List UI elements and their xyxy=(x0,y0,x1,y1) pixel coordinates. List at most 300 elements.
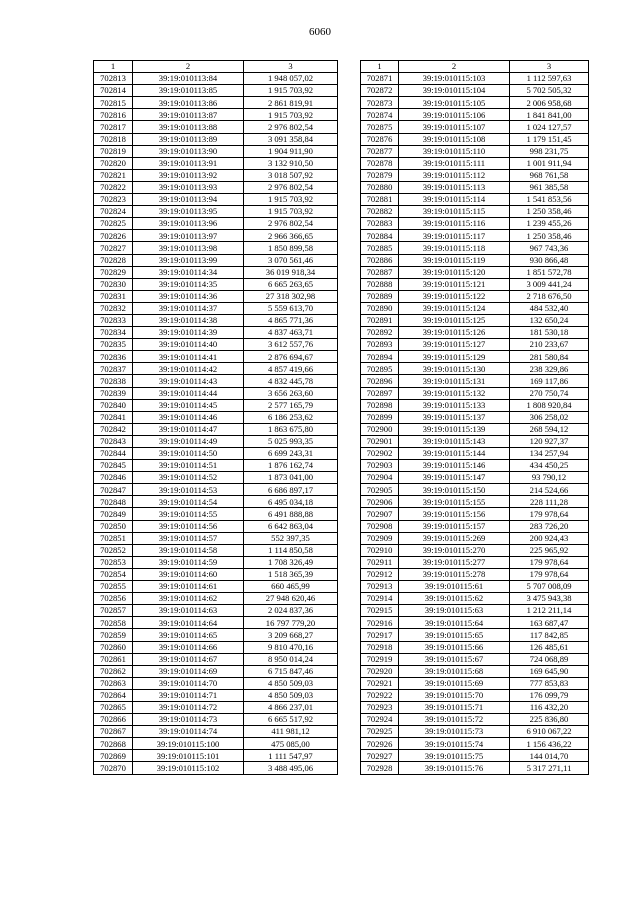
cadastral-value: 1 114 850,58 xyxy=(244,544,338,556)
cadastral-value: 181 530,18 xyxy=(510,327,589,339)
table-row xyxy=(361,290,589,302)
table-row xyxy=(94,109,338,121)
table-row xyxy=(94,496,338,508)
cadastral-number: 39:19:010115:116 xyxy=(399,218,510,230)
cadastral-number: 39:19:010115:146 xyxy=(399,460,510,472)
header-col-2: 2 xyxy=(399,61,510,73)
cadastral-value: 475 085,00 xyxy=(244,738,338,750)
header-col-1: 1 xyxy=(361,61,399,73)
cadastral-number: 39:19:010115:113 xyxy=(399,181,510,193)
cadastral-number: 39:19:010115:121 xyxy=(399,278,510,290)
table-row xyxy=(361,363,589,375)
table-row xyxy=(361,714,589,726)
cadastral-value: 1 112 597,63 xyxy=(510,73,589,85)
table-row xyxy=(361,435,589,447)
cadastral-value: 3 132 910,50 xyxy=(244,157,338,169)
row-number: 702901 xyxy=(361,435,399,447)
table-row xyxy=(361,762,589,774)
table-row xyxy=(361,750,589,762)
cadastral-value: 1 111 547,97 xyxy=(244,750,338,762)
cadastral-value: 6 699 243,31 xyxy=(244,448,338,460)
cadastral-value: 1 915 703,92 xyxy=(244,85,338,97)
row-number: 702814 xyxy=(94,85,133,97)
row-number: 702905 xyxy=(361,484,399,496)
cadastral-number: 39:19:010115:270 xyxy=(399,544,510,556)
row-number: 702875 xyxy=(361,121,399,133)
cadastral-number: 39:19:010113:99 xyxy=(133,254,244,266)
row-number: 702835 xyxy=(94,339,133,351)
row-number: 702857 xyxy=(94,605,133,617)
cadastral-value: 1 708 326,49 xyxy=(244,556,338,568)
table-row xyxy=(94,133,338,145)
cadastral-value: 5 707 008,09 xyxy=(510,581,589,593)
cadastral-value: 5 317 271,11 xyxy=(510,762,589,774)
cadastral-number: 39:19:010115:130 xyxy=(399,363,510,375)
row-number: 702907 xyxy=(361,508,399,520)
table-row xyxy=(361,133,589,145)
table-row xyxy=(361,121,589,133)
table-row xyxy=(361,593,589,605)
table-row xyxy=(361,218,589,230)
cadastral-value: 1 250 358,46 xyxy=(510,230,589,242)
table-row xyxy=(361,206,589,218)
cadastral-value: 3 656 263,60 xyxy=(244,387,338,399)
table-row xyxy=(94,617,338,629)
row-number: 702884 xyxy=(361,230,399,242)
row-number: 702885 xyxy=(361,242,399,254)
table-row xyxy=(361,85,589,97)
cadastral-value: 132 650,24 xyxy=(510,314,589,326)
row-number: 702869 xyxy=(94,750,133,762)
cadastral-number: 39:19:010113:90 xyxy=(133,145,244,157)
table-row xyxy=(361,266,589,278)
cadastral-number: 39:19:010115:69 xyxy=(399,677,510,689)
table-row xyxy=(94,568,338,580)
cadastral-number: 39:19:010115:277 xyxy=(399,556,510,568)
table-row xyxy=(361,242,589,254)
cadastral-number: 39:19:010114:39 xyxy=(133,327,244,339)
row-number: 702825 xyxy=(94,218,133,230)
row-number: 702880 xyxy=(361,181,399,193)
cadastral-value: 777 853,83 xyxy=(510,677,589,689)
row-number: 702896 xyxy=(361,375,399,387)
row-number: 702839 xyxy=(94,387,133,399)
table-row xyxy=(361,302,589,314)
row-number: 702922 xyxy=(361,689,399,701)
cadastral-value: 724 068,89 xyxy=(510,653,589,665)
cadastral-value: 2 024 837,36 xyxy=(244,605,338,617)
row-number: 702868 xyxy=(94,738,133,750)
table-row xyxy=(94,556,338,568)
row-number: 702830 xyxy=(94,278,133,290)
cadastral-number: 39:19:010115:75 xyxy=(399,750,510,762)
cadastral-value: 4 865 771,36 xyxy=(244,314,338,326)
cadastral-number: 39:19:010115:71 xyxy=(399,701,510,713)
cadastral-value: 930 866,48 xyxy=(510,254,589,266)
table-row xyxy=(94,266,338,278)
cadastral-number: 39:19:010115:72 xyxy=(399,714,510,726)
table-row xyxy=(94,181,338,193)
cadastral-value: 968 761,58 xyxy=(510,169,589,181)
table-row xyxy=(361,496,589,508)
cadastral-value: 1 179 151,45 xyxy=(510,133,589,145)
cadastral-number: 39:19:010115:100 xyxy=(133,738,244,750)
cadastral-number: 39:19:010115:144 xyxy=(399,448,510,460)
cadastral-number: 39:19:010115:120 xyxy=(399,266,510,278)
row-number: 702827 xyxy=(94,242,133,254)
cadastral-number: 39:19:010115:114 xyxy=(399,194,510,206)
cadastral-number: 39:19:010114:38 xyxy=(133,314,244,326)
cadastral-number: 39:19:010115:122 xyxy=(399,290,510,302)
row-number: 702927 xyxy=(361,750,399,762)
cadastral-number: 39:19:010115:150 xyxy=(399,484,510,496)
cadastral-number: 39:19:010115:118 xyxy=(399,242,510,254)
cadastral-number: 39:19:010114:60 xyxy=(133,568,244,580)
cadastral-number: 39:19:010113:97 xyxy=(133,230,244,242)
cadastral-number: 39:19:010114:58 xyxy=(133,544,244,556)
cadastral-value: 1 541 853,56 xyxy=(510,194,589,206)
cadastral-value: 6 665 517,92 xyxy=(244,714,338,726)
cadastral-number: 39:19:010114:35 xyxy=(133,278,244,290)
row-number: 702826 xyxy=(94,230,133,242)
cadastral-value: 144 014,70 xyxy=(510,750,589,762)
cadastral-value: 116 432,20 xyxy=(510,701,589,713)
cadastral-value: 552 397,35 xyxy=(244,532,338,544)
row-number: 702926 xyxy=(361,738,399,750)
cadastral-number: 39:19:010115:124 xyxy=(399,302,510,314)
cadastral-number: 39:19:010113:87 xyxy=(133,109,244,121)
cadastral-number: 39:19:010114:59 xyxy=(133,556,244,568)
table-row xyxy=(94,145,338,157)
cadastral-value: 179 978,64 xyxy=(510,508,589,520)
row-number: 702844 xyxy=(94,448,133,460)
cadastral-number: 39:19:010115:105 xyxy=(399,97,510,109)
table-row xyxy=(94,532,338,544)
row-number: 702918 xyxy=(361,641,399,653)
row-number: 702824 xyxy=(94,206,133,218)
table-row xyxy=(94,448,338,460)
table-row xyxy=(94,206,338,218)
cadastral-number: 39:19:010115:119 xyxy=(399,254,510,266)
row-number: 702925 xyxy=(361,726,399,738)
table-row xyxy=(94,641,338,653)
table-row xyxy=(361,97,589,109)
cadastral-number: 39:19:010113:94 xyxy=(133,194,244,206)
cadastral-number: 39:19:010113:89 xyxy=(133,133,244,145)
cadastral-number: 39:19:010115:157 xyxy=(399,520,510,532)
cadastral-value: 1 851 572,78 xyxy=(510,266,589,278)
cadastral-value: 1 001 911,94 xyxy=(510,157,589,169)
cadastral-number: 39:19:010114:50 xyxy=(133,448,244,460)
cadastral-number: 39:19:010115:68 xyxy=(399,665,510,677)
cadastral-value: 2 577 165,79 xyxy=(244,399,338,411)
table-row xyxy=(94,230,338,242)
table-row xyxy=(94,484,338,496)
cadastral-number: 39:19:010115:147 xyxy=(399,472,510,484)
row-number: 702863 xyxy=(94,677,133,689)
cadastral-value: 5 702 505,32 xyxy=(510,85,589,97)
cadastral-number: 39:19:010115:111 xyxy=(399,157,510,169)
table-row xyxy=(361,339,589,351)
cadastral-value: 6 495 034,18 xyxy=(244,496,338,508)
row-number: 702904 xyxy=(361,472,399,484)
row-number: 702876 xyxy=(361,133,399,145)
page-number: 6060 xyxy=(309,26,331,38)
row-number: 702832 xyxy=(94,302,133,314)
cadastral-number: 39:19:010115:112 xyxy=(399,169,510,181)
cadastral-number: 39:19:010113:91 xyxy=(133,157,244,169)
cadastral-number: 39:19:010113:88 xyxy=(133,121,244,133)
cadastral-number: 39:19:010115:139 xyxy=(399,423,510,435)
cadastral-value: 3 612 557,76 xyxy=(244,339,338,351)
cadastral-value: 6 686 897,17 xyxy=(244,484,338,496)
cadastral-value: 6 491 888,88 xyxy=(244,508,338,520)
table-row xyxy=(94,278,338,290)
row-number: 702816 xyxy=(94,109,133,121)
cadastral-value: 1 863 675,80 xyxy=(244,423,338,435)
row-number: 702847 xyxy=(94,484,133,496)
row-number: 702867 xyxy=(94,726,133,738)
row-number: 702913 xyxy=(361,581,399,593)
cadastral-value: 306 258,02 xyxy=(510,411,589,423)
cadastral-value: 1 212 211,14 xyxy=(510,605,589,617)
cadastral-number: 39:19:010115:63 xyxy=(399,605,510,617)
table-row xyxy=(94,302,338,314)
table-row xyxy=(94,762,338,774)
row-number: 702912 xyxy=(361,568,399,580)
row-number: 702893 xyxy=(361,339,399,351)
cadastral-number: 39:19:010114:52 xyxy=(133,472,244,484)
cadastral-value: 1 915 703,92 xyxy=(244,109,338,121)
cadastral-value: 3 018 507,92 xyxy=(244,169,338,181)
table-row xyxy=(361,472,589,484)
table-row xyxy=(361,327,589,339)
row-number: 702873 xyxy=(361,97,399,109)
cadastral-value: 660 465,99 xyxy=(244,581,338,593)
cadastral-value: 93 790,12 xyxy=(510,472,589,484)
cadastral-value: 4 837 463,71 xyxy=(244,327,338,339)
cadastral-value: 200 924,43 xyxy=(510,532,589,544)
table-row xyxy=(94,750,338,762)
cadastral-value: 179 978,64 xyxy=(510,556,589,568)
cadastral-value: 411 981,12 xyxy=(244,726,338,738)
cadastral-number: 39:19:010115:70 xyxy=(399,689,510,701)
row-number: 702898 xyxy=(361,399,399,411)
cadastral-value: 9 810 470,16 xyxy=(244,641,338,653)
cadastral-value: 6 186 253,62 xyxy=(244,411,338,423)
table-row xyxy=(361,230,589,242)
row-number: 702848 xyxy=(94,496,133,508)
cadastral-value: 120 927,37 xyxy=(510,435,589,447)
table-row xyxy=(94,327,338,339)
cadastral-number: 39:19:010113:85 xyxy=(133,85,244,97)
cadastral-value: 225 965,92 xyxy=(510,544,589,556)
cadastral-value: 210 233,67 xyxy=(510,339,589,351)
cadastral-number: 39:19:010114:36 xyxy=(133,290,244,302)
cadastral-number: 39:19:010115:103 xyxy=(399,73,510,85)
row-number: 702872 xyxy=(361,85,399,97)
row-number: 702900 xyxy=(361,423,399,435)
cadastral-number: 39:19:010114:37 xyxy=(133,302,244,314)
row-number: 702910 xyxy=(361,544,399,556)
cadastral-number: 39:19:010115:132 xyxy=(399,387,510,399)
cadastral-number: 39:19:010115:110 xyxy=(399,145,510,157)
row-number: 702836 xyxy=(94,351,133,363)
row-number: 702923 xyxy=(361,701,399,713)
table-row xyxy=(94,399,338,411)
header-col-3: 3 xyxy=(244,61,338,73)
row-number: 702853 xyxy=(94,556,133,568)
cadastral-value: 117 842,85 xyxy=(510,629,589,641)
cadastral-number: 39:19:010115:64 xyxy=(399,617,510,629)
table-row xyxy=(94,351,338,363)
table-row xyxy=(94,689,338,701)
cadastral-value: 1 518 365,39 xyxy=(244,568,338,580)
left-table xyxy=(93,60,338,775)
table-row xyxy=(361,738,589,750)
cadastral-value: 4 857 419,66 xyxy=(244,363,338,375)
cadastral-number: 39:19:010115:101 xyxy=(133,750,244,762)
cadastral-number: 39:19:010114:63 xyxy=(133,605,244,617)
table-row xyxy=(361,677,589,689)
row-number: 702924 xyxy=(361,714,399,726)
table-row xyxy=(361,169,589,181)
cadastral-value: 2 876 694,67 xyxy=(244,351,338,363)
cadastral-number: 39:19:010114:70 xyxy=(133,677,244,689)
table-row xyxy=(361,508,589,520)
row-number: 702833 xyxy=(94,314,133,326)
cadastral-value: 967 743,36 xyxy=(510,242,589,254)
row-number: 702831 xyxy=(94,290,133,302)
cadastral-value: 6 665 263,65 xyxy=(244,278,338,290)
cadastral-number: 39:19:010114:57 xyxy=(133,532,244,544)
cadastral-number: 39:19:010114:53 xyxy=(133,484,244,496)
cadastral-value: 27 948 620,46 xyxy=(244,593,338,605)
row-number: 702821 xyxy=(94,169,133,181)
row-number: 702855 xyxy=(94,581,133,593)
table-row xyxy=(94,726,338,738)
table-row xyxy=(361,617,589,629)
table-row xyxy=(361,653,589,665)
row-number: 702917 xyxy=(361,629,399,641)
row-number: 702818 xyxy=(94,133,133,145)
row-number: 702866 xyxy=(94,714,133,726)
table-row xyxy=(94,677,338,689)
row-number: 702874 xyxy=(361,109,399,121)
table-row xyxy=(361,556,589,568)
cadastral-number: 39:19:010115:61 xyxy=(399,581,510,593)
row-number: 702852 xyxy=(94,544,133,556)
cadastral-value: 1 904 911,90 xyxy=(244,145,338,157)
row-number: 702897 xyxy=(361,387,399,399)
row-number: 702894 xyxy=(361,351,399,363)
row-number: 702902 xyxy=(361,448,399,460)
row-number: 702919 xyxy=(361,653,399,665)
right-table-body xyxy=(361,73,589,774)
cadastral-number: 39:19:010115:117 xyxy=(399,230,510,242)
cadastral-value: 6 642 863,04 xyxy=(244,520,338,532)
cadastral-number: 39:19:010115:106 xyxy=(399,109,510,121)
cadastral-value: 163 687,47 xyxy=(510,617,589,629)
table-row xyxy=(361,145,589,157)
cadastral-value: 16 797 779,20 xyxy=(244,617,338,629)
left-table-body xyxy=(94,73,338,774)
row-number: 702820 xyxy=(94,157,133,169)
cadastral-value: 2 006 958,68 xyxy=(510,97,589,109)
cadastral-value: 281 580,84 xyxy=(510,351,589,363)
row-number: 702859 xyxy=(94,629,133,641)
cadastral-value: 238 329,86 xyxy=(510,363,589,375)
row-number: 702850 xyxy=(94,520,133,532)
row-number: 702914 xyxy=(361,593,399,605)
cadastral-number: 39:19:010114:64 xyxy=(133,617,244,629)
cadastral-value: 169 645,90 xyxy=(510,665,589,677)
table-row xyxy=(94,121,338,133)
cadastral-value: 2 966 366,65 xyxy=(244,230,338,242)
table-row xyxy=(361,460,589,472)
cadastral-number: 39:19:010115:102 xyxy=(133,762,244,774)
cadastral-number: 39:19:010115:108 xyxy=(399,133,510,145)
row-number: 702856 xyxy=(94,593,133,605)
table-row xyxy=(361,544,589,556)
cadastral-value: 1 915 703,92 xyxy=(244,206,338,218)
cadastral-value: 1 915 703,92 xyxy=(244,194,338,206)
row-number: 702887 xyxy=(361,266,399,278)
cadastral-value: 1 873 041,00 xyxy=(244,472,338,484)
table-row xyxy=(94,423,338,435)
table-row xyxy=(361,532,589,544)
cadastral-number: 39:19:010114:66 xyxy=(133,641,244,653)
table-row xyxy=(361,314,589,326)
cadastral-value: 3 475 943,38 xyxy=(510,593,589,605)
cadastral-number: 39:19:010115:73 xyxy=(399,726,510,738)
table-row xyxy=(94,593,338,605)
row-number: 702815 xyxy=(94,97,133,109)
table-row xyxy=(94,472,338,484)
table-row xyxy=(94,339,338,351)
cadastral-number: 39:19:010114:47 xyxy=(133,423,244,435)
cadastral-number: 39:19:010114:61 xyxy=(133,581,244,593)
cadastral-number: 39:19:010115:278 xyxy=(399,568,510,580)
cadastral-number: 39:19:010114:40 xyxy=(133,339,244,351)
cadastral-number: 39:19:010115:74 xyxy=(399,738,510,750)
table-row xyxy=(361,701,589,713)
row-number: 702834 xyxy=(94,327,133,339)
cadastral-number: 39:19:010114:62 xyxy=(133,593,244,605)
cadastral-number: 39:19:010114:43 xyxy=(133,375,244,387)
cadastral-number: 39:19:010114:49 xyxy=(133,435,244,447)
table-row xyxy=(94,508,338,520)
cadastral-value: 484 532,40 xyxy=(510,302,589,314)
cadastral-value: 1 250 358,46 xyxy=(510,206,589,218)
cadastral-number: 39:19:010115:107 xyxy=(399,121,510,133)
cadastral-value: 5 559 613,70 xyxy=(244,302,338,314)
cadastral-value: 1 876 162,74 xyxy=(244,460,338,472)
table-row xyxy=(361,278,589,290)
cadastral-number: 39:19:010115:62 xyxy=(399,593,510,605)
table-row xyxy=(94,701,338,713)
row-number: 702928 xyxy=(361,762,399,774)
cadastral-number: 39:19:010113:84 xyxy=(133,73,244,85)
cadastral-number: 39:19:010115:143 xyxy=(399,435,510,447)
table-row xyxy=(361,375,589,387)
table-row xyxy=(361,448,589,460)
cadastral-value: 225 836,80 xyxy=(510,714,589,726)
cadastral-value: 228 111,28 xyxy=(510,496,589,508)
table-row xyxy=(361,411,589,423)
row-number: 702908 xyxy=(361,520,399,532)
cadastral-number: 39:19:010114:72 xyxy=(133,701,244,713)
